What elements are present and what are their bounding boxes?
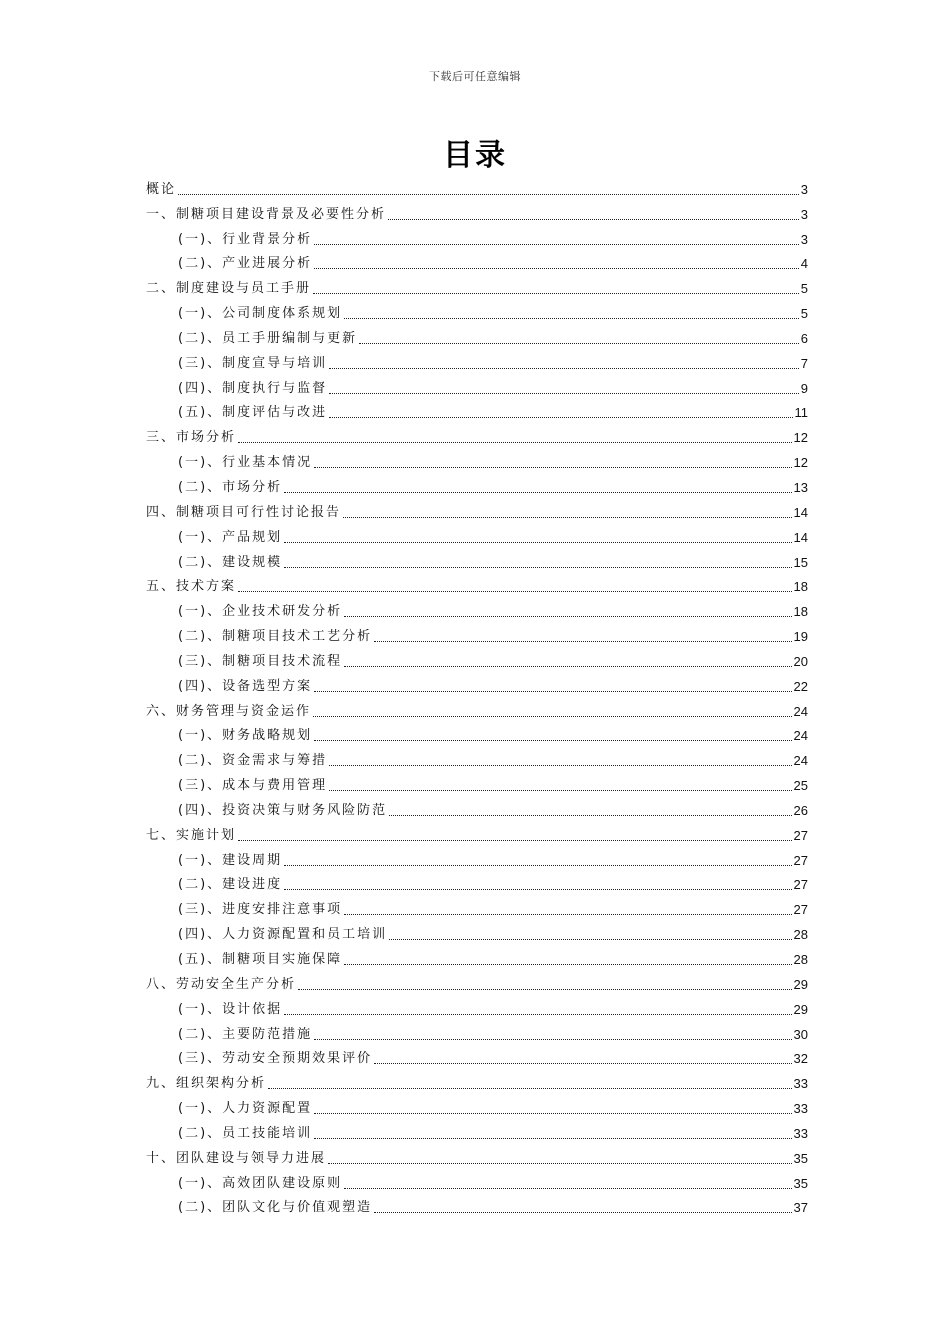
toc-dot-leader — [374, 1211, 791, 1213]
toc-dot-leader — [329, 789, 791, 791]
toc-dot-leader — [344, 665, 791, 667]
toc-entry-label: (五)、制糖项目实施保障 — [178, 952, 343, 967]
toc-dot-leader — [238, 839, 792, 841]
toc-entry-page-number: 9 — [800, 380, 808, 396]
toc-dot-leader — [344, 317, 799, 319]
toc-entry-label: (一)、高效团队建设原则 — [178, 1175, 343, 1191]
toc-entry[interactable] — [146, 919, 808, 944]
toc-entry-page-number: 12 — [793, 430, 808, 446]
toc-dot-leader — [329, 764, 791, 766]
toc-entry-page-number: 20 — [793, 653, 808, 669]
toc-entry-label: 六、财务管理与资金运作 — [146, 703, 312, 719]
toc-dot-leader — [388, 218, 799, 220]
toc-entry[interactable] — [146, 1068, 808, 1093]
toc-entry[interactable] — [146, 870, 808, 895]
toc-dot-leader — [313, 715, 792, 717]
toc-dot-leader — [344, 1187, 791, 1189]
toc-entry[interactable] — [146, 547, 808, 572]
toc-entry[interactable] — [146, 497, 808, 522]
toc-dot-leader — [374, 640, 791, 642]
toc-entry-page-number: 29 — [793, 976, 808, 992]
toc-dot-leader — [284, 566, 791, 568]
toc-dot-leader — [344, 913, 791, 915]
toc-entry[interactable] — [146, 994, 808, 1019]
toc-entry-page-number: 26 — [793, 802, 808, 818]
page-title: 目录 — [443, 138, 507, 173]
toc-entry[interactable] — [146, 671, 808, 696]
toc-entry-label: (二)、产业进展分析 — [178, 256, 313, 272]
toc-dot-leader — [344, 963, 791, 965]
toc-entry[interactable] — [146, 174, 808, 199]
toc-entry[interactable] — [146, 795, 808, 820]
toc-dot-leader — [238, 441, 792, 443]
toc-entry[interactable] — [146, 969, 808, 994]
toc-entry-label: (四)、设备选型方案 — [178, 678, 313, 694]
toc-entry-page-number: 29 — [793, 1001, 808, 1017]
toc-entry-label: (三)、制度宣导与培训 — [178, 355, 328, 371]
toc-entry-page-number: 14 — [793, 504, 808, 520]
toc-entry-page-number: 11 — [794, 405, 808, 421]
toc-dot-leader — [343, 516, 792, 518]
toc-entry-page-number: 35 — [793, 1175, 808, 1191]
toc-entry-label: 概论 — [146, 181, 177, 197]
toc-dot-leader — [314, 1038, 791, 1040]
toc-entry-page-number: 4 — [800, 256, 808, 272]
toc-dot-leader — [329, 416, 792, 418]
toc-entry[interactable] — [146, 845, 808, 870]
toc-entry-page-number: 24 — [793, 728, 808, 744]
toc-entry-label: 七、实施计划 — [146, 827, 237, 843]
toc-entry-page-number: 13 — [793, 479, 808, 495]
toc-entry-label: 三、市场分析 — [146, 430, 237, 446]
toc-entry-label: (二)、市场分析 — [178, 479, 283, 495]
toc-entry[interactable] — [146, 596, 808, 621]
toc-entry-label: (一)、设计依据 — [178, 1001, 283, 1017]
toc-entry-label: (一)、产品规划 — [178, 529, 283, 545]
toc-entry[interactable] — [146, 522, 808, 547]
toc-entry-label: (二)、制糖项目技术工艺分析 — [178, 629, 373, 645]
toc-entry-label: (二)、资金需求与筹措 — [178, 753, 328, 769]
toc-entry-label: 四、制糖项目可行性讨论报告 — [146, 504, 342, 520]
toc-entry-page-number: 7 — [800, 355, 808, 371]
toc-entry-page-number: 30 — [793, 1026, 808, 1042]
toc-entry-page-number: 33 — [793, 1076, 808, 1092]
toc-dot-leader — [329, 367, 799, 369]
toc-dot-leader — [314, 1137, 791, 1139]
toc-entry-label: (四)、制度执行与监督 — [178, 380, 328, 396]
toc-entry-page-number: 3 — [800, 231, 808, 247]
toc-entry-page-number: 33 — [793, 1125, 808, 1141]
toc-dot-leader — [284, 1013, 791, 1015]
toc-entry-label: 九、组织架构分析 — [146, 1076, 267, 1092]
toc-entry[interactable] — [146, 298, 808, 323]
toc-entry-page-number: 27 — [793, 852, 808, 868]
toc-entry[interactable] — [146, 1019, 808, 1044]
toc-entry-label: (一)、财务战略规划 — [178, 728, 313, 744]
toc-entry[interactable] — [146, 646, 808, 671]
toc-entry[interactable] — [146, 944, 808, 969]
toc-entry-label: (二)、建设规模 — [178, 554, 283, 570]
toc-entry-page-number: 3 — [800, 206, 808, 222]
toc-entry-label: (四)、投资决策与财务风险防范 — [178, 802, 388, 818]
toc-dot-leader — [178, 193, 799, 195]
toc-entry-page-number: 15 — [793, 554, 808, 570]
toc-dot-leader — [314, 466, 791, 468]
toc-entry[interactable] — [146, 398, 808, 423]
toc-dot-leader — [314, 267, 799, 269]
toc-entry-label: (二)、员工技能培训 — [178, 1125, 313, 1141]
toc-dot-leader — [328, 1162, 792, 1164]
toc-entry-label: (二)、主要防范措施 — [178, 1026, 313, 1042]
toc-entry-label: (三)、制糖项目技术流程 — [178, 653, 343, 669]
toc-entry-label: (一)、行业基本情况 — [178, 455, 313, 471]
toc-entry-label: (四)、人力资源配置和员工培训 — [178, 927, 388, 943]
toc-entry[interactable] — [146, 696, 808, 721]
toc-entry-label: (一)、企业技术研发分析 — [178, 604, 343, 620]
toc-entry-page-number: 37 — [793, 1200, 808, 1216]
toc-entry-label: (二)、团队文化与价值观塑造 — [178, 1200, 373, 1216]
toc-entry[interactable] — [146, 273, 808, 298]
toc-dot-leader — [314, 243, 799, 245]
toc-entry[interactable] — [146, 373, 808, 398]
toc-entry-page-number: 25 — [793, 778, 808, 794]
toc-dot-leader — [284, 888, 791, 890]
toc-entry-page-number: 33 — [793, 1101, 808, 1117]
toc-entry-label: 五、技术方案 — [146, 579, 237, 595]
toc-entry-page-number: 3 — [800, 181, 808, 197]
toc-entry[interactable] — [146, 348, 808, 373]
toc-entry-label: (三)、成本与费用管理 — [178, 778, 328, 794]
toc-entry-page-number: 12 — [793, 455, 808, 471]
toc-dot-leader — [298, 988, 792, 990]
toc-entry[interactable] — [146, 249, 808, 274]
toc-entry[interactable] — [146, 721, 808, 746]
toc-entry[interactable] — [146, 1193, 808, 1218]
toc-entry[interactable] — [146, 621, 808, 646]
toc-entry[interactable] — [146, 1093, 808, 1118]
toc-entry[interactable] — [146, 770, 808, 795]
toc-dot-leader — [314, 1112, 791, 1114]
toc-entry-label: 八、劳动安全生产分析 — [146, 976, 297, 992]
toc-entry[interactable] — [146, 472, 808, 497]
toc-entry-page-number: 5 — [800, 281, 808, 297]
toc-dot-leader — [284, 864, 791, 866]
toc-list — [146, 174, 808, 1217]
header-note: 下载后可任意编辑 — [429, 70, 521, 83]
toc-entry[interactable] — [146, 224, 808, 249]
toc-entry-page-number: 32 — [793, 1051, 808, 1067]
toc-entry-label: (一)、建设周期 — [178, 852, 283, 868]
toc-dot-leader — [329, 392, 799, 394]
toc-entry[interactable] — [146, 447, 808, 472]
toc-entry-page-number: 28 — [793, 927, 808, 943]
toc-dot-leader — [359, 342, 799, 344]
toc-entry-page-number: 24 — [793, 703, 808, 719]
toc-entry-page-number: 18 — [793, 604, 808, 620]
toc-entry-label: (一)、公司制度体系规划 — [178, 306, 343, 322]
toc-entry-label: (三)、进度安排注意事项 — [178, 902, 343, 918]
toc-entry-page-number: 27 — [793, 827, 808, 843]
toc-dot-leader — [389, 938, 791, 940]
toc-entry-label: 一、制糖项目建设背景及必要性分析 — [146, 206, 387, 222]
toc-entry[interactable] — [146, 820, 808, 845]
toc-entry-page-number: 27 — [793, 877, 808, 893]
toc-entry[interactable] — [146, 323, 808, 348]
toc-dot-leader — [313, 292, 799, 294]
toc-entry-page-number: 24 — [793, 753, 808, 769]
toc-entry-label: (二)、员工手册编制与更新 — [178, 330, 358, 346]
toc-entry-page-number: 27 — [793, 902, 808, 918]
toc-entry-page-number: 6 — [800, 330, 808, 346]
toc-entry-label: (三)、劳动安全预期效果评价 — [178, 1051, 373, 1067]
toc-dot-leader — [374, 1062, 791, 1064]
toc-entry-page-number: 5 — [800, 306, 808, 322]
toc-dot-leader — [284, 491, 791, 493]
toc-entry-page-number: 18 — [793, 579, 808, 595]
toc-entry[interactable] — [146, 199, 808, 224]
toc-dot-leader — [268, 1087, 792, 1089]
toc-entry-label: (五)、制度评估与改进 — [178, 405, 328, 421]
toc-entry-page-number: 28 — [793, 952, 808, 967]
toc-entry-page-number: 22 — [793, 678, 808, 694]
toc-entry-label: 十、团队建设与领导力进展 — [146, 1150, 327, 1166]
toc-entry[interactable] — [146, 1168, 808, 1193]
toc-dot-leader — [238, 590, 792, 592]
toc-entry[interactable] — [146, 894, 808, 919]
toc-entry-page-number: 19 — [793, 629, 808, 645]
toc-entry[interactable] — [146, 422, 808, 447]
toc-entry[interactable] — [146, 1044, 808, 1069]
toc-dot-leader — [284, 541, 791, 543]
toc-dot-leader — [344, 615, 791, 617]
toc-entry-page-number: 14 — [793, 529, 808, 545]
toc-entry[interactable] — [146, 1143, 808, 1168]
toc-entry-label: (二)、建设进度 — [178, 877, 283, 893]
toc-dot-leader — [314, 690, 791, 692]
toc-entry-label: (一)、行业背景分析 — [178, 231, 313, 247]
toc-entry-label: 二、制度建设与员工手册 — [146, 281, 312, 297]
toc-entry[interactable] — [146, 1118, 808, 1143]
toc-entry[interactable] — [146, 745, 808, 770]
toc-entry-page-number: 35 — [793, 1150, 808, 1166]
toc-dot-leader — [314, 739, 791, 741]
toc-entry-label: (一)、人力资源配置 — [178, 1101, 313, 1117]
toc-dot-leader — [389, 814, 791, 816]
toc-entry[interactable] — [146, 572, 808, 597]
